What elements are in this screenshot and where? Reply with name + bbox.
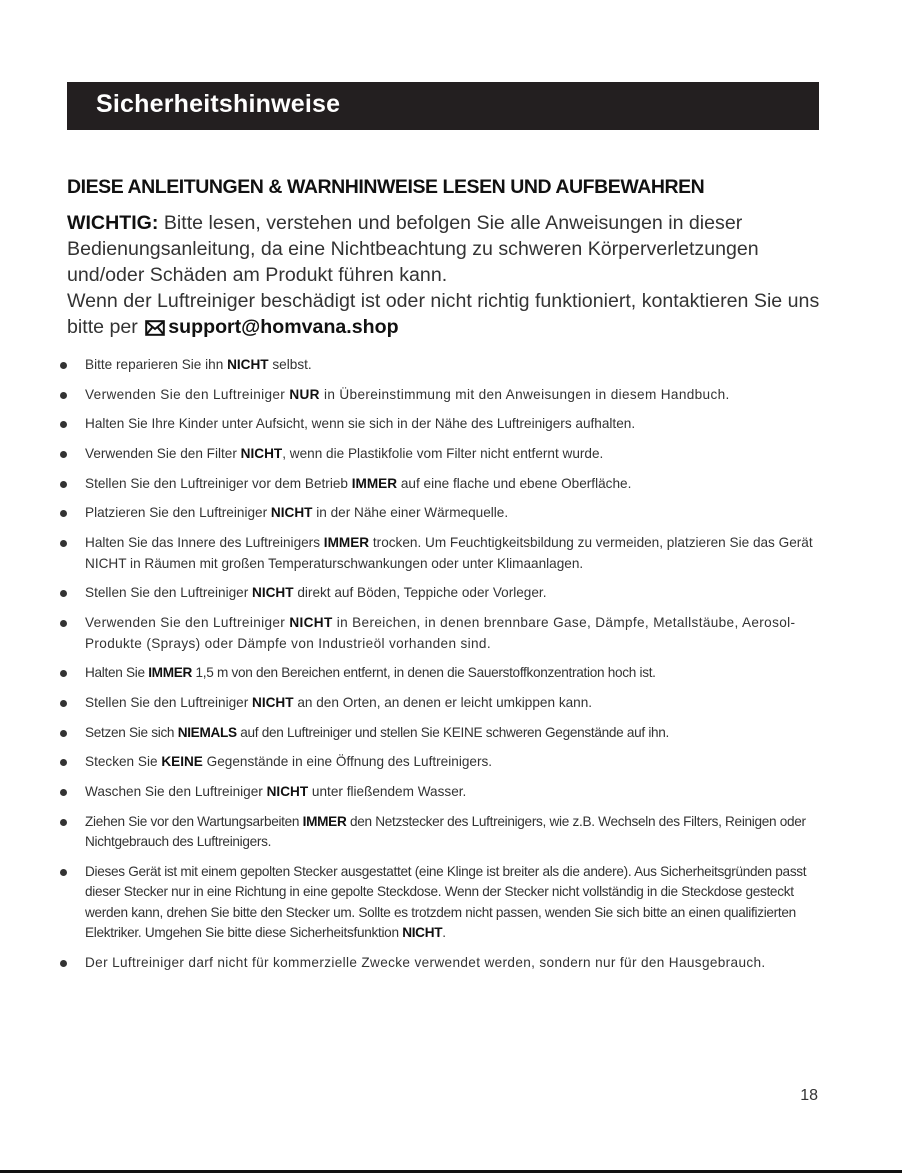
bullet-icon bbox=[60, 392, 67, 399]
bullet-icon bbox=[60, 451, 67, 458]
important-text: Bitte lesen, verstehen und befolgen Sie alle Anweisungen in dieser Bedienungsanleitung, da eine Nichtbeachtung zu schweren Körperverletzungen und/oder Schäden am Produkt führen kann. bbox=[67, 212, 759, 286]
bullet-icon bbox=[60, 510, 67, 517]
section-banner bbox=[67, 82, 819, 130]
list-item: Halten Sie das Innere des Luftreinigers IMMER trocken. Um Feuchtigkeitsbildung zu vermeiden, platzieren Sie das Gerät NICHT in Räumen mit großen Temperaturschwankungen oder unter Klimaanlagen. bbox=[59, 533, 825, 574]
list-item: Verwenden Sie den Luftreiniger NUR in Übereinstimmung mit den Anweisungen in diesem Handbuch. bbox=[59, 385, 825, 406]
email-line bbox=[143, 316, 398, 338]
bullet-icon bbox=[60, 789, 67, 796]
bullet-icon bbox=[60, 819, 67, 826]
list-item: Stellen Sie den Luftreiniger NICHT an den Orten, an denen er leicht umkippen kann. bbox=[59, 693, 825, 714]
envelope-icon bbox=[145, 317, 165, 343]
page-heading: DIESE ANLEITUNGEN & WARNHINWEISE LESEN UND AUFBEWAHREN bbox=[67, 176, 705, 198]
bullet-icon bbox=[60, 670, 67, 677]
support-email-link[interactable]: support@homvana.shop bbox=[168, 316, 399, 338]
bullet-icon bbox=[60, 730, 67, 737]
bullet-icon bbox=[60, 421, 67, 428]
list-item: Dieses Gerät ist mit einem gepolten Stecker ausgestattet (eine Klinge ist breiter als die andere). Aus Sicherheitsgründen passt dieser Stecker nur in eine Richtung in eine gepolte Steckdose. Wenn der Stecker nicht vollständig in die Steckdose gesteckt werden kann, drehen Sie bitte den Stecker um. Sollte es trotzdem nicht passen, wenden Sie sich bitte an einen qualifizierten Elektriker. Umgehen Sie bitte diese Sicherheitsfunktion NICHT. bbox=[59, 862, 825, 944]
safety-instructions-list bbox=[59, 355, 825, 983]
list-item: Stellen Sie den Luftreiniger NICHT direkt auf Böden, Teppiche oder Vorleger. bbox=[59, 583, 825, 604]
bullet-icon bbox=[60, 869, 67, 876]
bullet-icon bbox=[60, 540, 67, 547]
list-item: Der Luftreiniger darf nicht für kommerzielle Zwecke verwendet werden, sondern nur für den Hausgebrauch. bbox=[59, 953, 825, 974]
intro-paragraph bbox=[67, 210, 827, 343]
important-label: WICHTIG: bbox=[67, 212, 159, 234]
bullet-icon bbox=[60, 759, 67, 766]
list-item: Waschen Sie den Luftreiniger NICHT unter fließendem Wasser. bbox=[59, 782, 825, 803]
bullet-icon bbox=[60, 960, 67, 967]
bullet-icon bbox=[60, 620, 67, 627]
contact-text: Wenn der Luftreiniger beschädigt ist oder nicht richtig funktioniert, kontaktieren Sie uns bitte per bbox=[67, 290, 820, 338]
list-item: Verwenden Sie den Luftreiniger NICHT in Bereichen, in denen brennbare Gase, Dämpfe, Metallstäube, Aerosol-Produkte (Sprays) oder Dämpfe von Industrieöl vorhanden sind. bbox=[59, 613, 825, 654]
list-item: Ziehen Sie vor den Wartungsarbeiten IMMER den Netzstecker des Luftreinigers, wie z.B. Wechseln des Filters, Reinigen oder Nichtgebrauch des Luftreinigers. bbox=[59, 812, 825, 853]
bullet-icon bbox=[60, 590, 67, 597]
bullet-icon bbox=[60, 362, 67, 369]
list-item: Setzen Sie sich NIEMALS auf den Luftreiniger und stellen Sie KEINE schweren Gegenstände auf ihn. bbox=[59, 723, 825, 744]
section-title: Sicherheitshinweise bbox=[96, 90, 341, 118]
list-item: Verwenden Sie den Filter NICHT, wenn die Plastikfolie vom Filter nicht entfernt wurde. bbox=[59, 444, 825, 465]
list-item: Stecken Sie KEINE Gegenstände in eine Öffnung des Luftreinigers. bbox=[59, 752, 825, 773]
bullet-icon bbox=[60, 700, 67, 707]
page-number: 18 bbox=[800, 1087, 818, 1104]
list-item: Stellen Sie den Luftreiniger vor dem Betrieb IMMER auf eine flache und ebene Oberfläche. bbox=[59, 474, 825, 495]
list-item: Halten Sie IMMER 1,5 m von den Bereichen entfernt, in denen die Sauerstoffkonzentration hoch ist. bbox=[59, 663, 825, 684]
bullet-icon bbox=[60, 481, 67, 488]
list-item: Bitte reparieren Sie ihn NICHT selbst. bbox=[59, 355, 825, 376]
list-item: Platzieren Sie den Luftreiniger NICHT in der Nähe einer Wärmequelle. bbox=[59, 503, 825, 524]
list-item: Halten Sie Ihre Kinder unter Aufsicht, wenn sie sich in der Nähe des Luftreinigers aufhalten. bbox=[59, 414, 825, 435]
